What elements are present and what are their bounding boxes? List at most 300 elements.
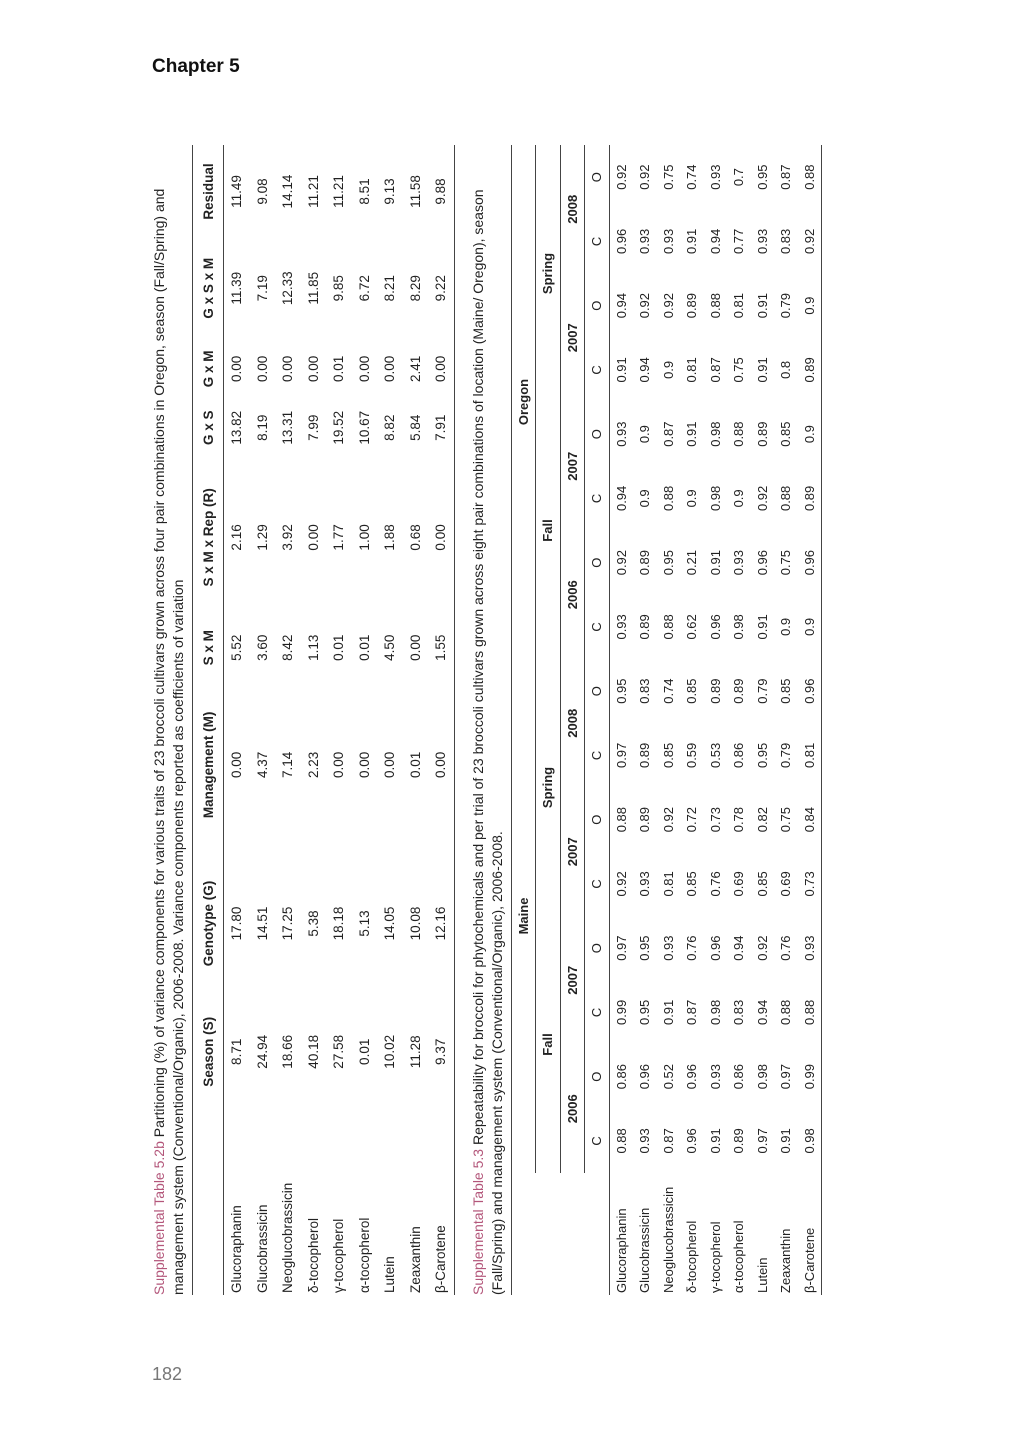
table-cell: 27.58 bbox=[331, 1034, 347, 1069]
table-cell: 2.41 bbox=[407, 355, 423, 382]
table-cell: 0.76 bbox=[684, 935, 700, 961]
table-cell: 7.14 bbox=[280, 751, 296, 778]
table-cell: 0.92 bbox=[637, 292, 653, 319]
row-label: β-Carotene bbox=[428, 1109, 454, 1295]
table-cell: 0.87 bbox=[778, 164, 794, 190]
table-cell: 0.92 bbox=[613, 549, 629, 576]
table-cell: 0.93 bbox=[731, 549, 747, 576]
header-spacer bbox=[560, 1173, 585, 1295]
system-header: O bbox=[585, 659, 610, 723]
system-header: C bbox=[585, 338, 610, 402]
table-cell: 0.96 bbox=[707, 614, 723, 640]
table-cell: 17.80 bbox=[229, 906, 245, 941]
table-cell: 11.85 bbox=[305, 271, 321, 305]
table-row bbox=[377, 145, 403, 1295]
row-label: Zeaxanthin bbox=[407, 1226, 423, 1293]
table-cell: 0.89 bbox=[731, 1128, 747, 1154]
table-cell: 0.81 bbox=[731, 292, 747, 319]
table-cell: 12.16 bbox=[428, 853, 454, 994]
table-cell: 0.53 bbox=[707, 742, 723, 769]
table-cell: 0.79 bbox=[778, 742, 794, 769]
system-header: O bbox=[585, 274, 610, 338]
table-cell: 0.88 bbox=[613, 1128, 629, 1154]
table-cell: 14.51 bbox=[254, 906, 270, 941]
table1-caption-label: Supplemental Table 5.2b bbox=[151, 1141, 167, 1295]
table-cell: 0.00 bbox=[428, 456, 454, 618]
season-header: Fall bbox=[536, 402, 561, 659]
table2-caption-label: Supplemental Table 5.3 bbox=[469, 1148, 486, 1295]
table-cell: 0.75 bbox=[731, 357, 747, 383]
table-cell: 0.91 bbox=[754, 614, 770, 640]
table-cell: 0.89 bbox=[754, 421, 770, 447]
table-cell: 0.75 bbox=[660, 164, 676, 190]
table-cell: 1.29 bbox=[254, 524, 270, 551]
table-cell: 0.91 bbox=[707, 1128, 723, 1154]
table-cell: 7.91 bbox=[428, 399, 454, 456]
system-header: C bbox=[585, 1109, 610, 1173]
table-cell: 9.13 bbox=[382, 178, 398, 205]
table-cell: 0.73 bbox=[707, 806, 723, 833]
row-label: δ-tocopherol bbox=[684, 1220, 700, 1293]
table-cell: 24.94 bbox=[254, 1034, 270, 1069]
table-cell: 0.81 bbox=[660, 871, 676, 897]
table-cell: 0.00 bbox=[280, 355, 296, 382]
table-cell: 0.73 bbox=[798, 852, 822, 916]
chapter-heading: Chapter 5 bbox=[152, 56, 240, 77]
table-cell: 1.13 bbox=[305, 634, 321, 661]
table2-caption-text: Repeatability for broccoli for phytochemicals and per trial of 23 broccoli cultivars grown across eight pair combinations of location (Maine/ Oregon), season (Fall/Spring) and management system (Conventional/Organic), 2006-2008. bbox=[469, 189, 505, 1295]
table-cell: 0.01 bbox=[331, 355, 347, 382]
table-cell: 0.93 bbox=[660, 935, 676, 961]
table-row bbox=[250, 145, 276, 1295]
table-cell: 0.9 bbox=[798, 595, 822, 659]
table-cell: 0.91 bbox=[778, 1128, 794, 1154]
row-label: Glucoraphanin bbox=[229, 1205, 245, 1293]
year-header: 2007 bbox=[560, 916, 585, 1045]
table-cell: 0.89 bbox=[798, 338, 822, 402]
table-cell: 0.8 bbox=[778, 360, 794, 379]
table-cell: 0.89 bbox=[731, 678, 747, 704]
table-cell: 0.9 bbox=[798, 274, 822, 338]
table-cell: 0.98 bbox=[707, 999, 723, 1026]
system-header: O bbox=[585, 402, 610, 466]
table-cell: 0.01 bbox=[356, 1038, 372, 1065]
table-cell: 5.38 bbox=[305, 910, 321, 937]
table-cell: 0.97 bbox=[778, 1063, 794, 1090]
table-cell: 8.19 bbox=[254, 414, 270, 441]
table-cell: 0.82 bbox=[754, 806, 770, 833]
system-header: O bbox=[585, 1045, 610, 1109]
table-cell: 8.71 bbox=[229, 1038, 245, 1065]
table-cell: 17.25 bbox=[280, 906, 296, 941]
table-cell: 0.9 bbox=[660, 360, 676, 379]
table-cell: 0.95 bbox=[754, 164, 770, 190]
table-cell: 0.01 bbox=[331, 634, 347, 661]
table-cell: 8.21 bbox=[382, 275, 398, 302]
table-cell: 13.31 bbox=[280, 410, 296, 445]
table-row bbox=[403, 145, 429, 1295]
table-cell: 4.37 bbox=[254, 751, 270, 778]
table-cell: 0.88 bbox=[613, 806, 629, 833]
table-cell: 0.01 bbox=[356, 634, 372, 661]
table-cell: 0.95 bbox=[613, 678, 629, 704]
table1-column-header: G x S bbox=[193, 399, 224, 456]
table-cell: 0.85 bbox=[660, 742, 676, 769]
table-row bbox=[798, 145, 822, 1295]
table-cell: 0.00 bbox=[254, 355, 270, 382]
table-cell: 0.93 bbox=[637, 228, 653, 255]
table1-column-header: G x M bbox=[193, 338, 224, 399]
table-cell: 0.92 bbox=[613, 164, 629, 190]
table-cell: 0.92 bbox=[754, 485, 770, 512]
table-cell: 0.81 bbox=[798, 723, 822, 787]
table-cell: 0.91 bbox=[684, 228, 700, 255]
table-cell: 5.13 bbox=[356, 910, 372, 937]
table-cell: 8.29 bbox=[407, 275, 423, 302]
table1-column-header: Genotype (G) bbox=[193, 853, 224, 994]
table-cell: 11.49 bbox=[229, 175, 245, 208]
row-label: Glucobrassicin bbox=[637, 1207, 653, 1293]
table-cell: 0.88 bbox=[731, 421, 747, 447]
table-cell: 0.00 bbox=[305, 524, 321, 551]
table-cell: 0.87 bbox=[660, 1128, 676, 1154]
table-cell: 0.76 bbox=[707, 871, 723, 897]
table-cell: 0.95 bbox=[754, 742, 770, 769]
table-cell: 0.98 bbox=[731, 614, 747, 640]
table-row bbox=[275, 145, 301, 1295]
table-cell: 0.21 bbox=[684, 549, 700, 576]
system-header: C bbox=[585, 852, 610, 916]
table-row bbox=[224, 145, 250, 1295]
table-cell: 0.93 bbox=[613, 421, 629, 447]
table-cell: 0.88 bbox=[660, 485, 676, 512]
table-cell: 0.52 bbox=[660, 1063, 676, 1090]
year-header: 2007 bbox=[560, 788, 585, 917]
table-cell: 18.66 bbox=[280, 1034, 296, 1069]
system-header: C bbox=[585, 723, 610, 787]
table-cell: 0.89 bbox=[798, 466, 822, 530]
table-cell: 0.00 bbox=[407, 634, 423, 661]
table-cell: 19.52 bbox=[331, 410, 347, 445]
location-header: Maine bbox=[511, 659, 536, 1173]
table-cell: 0.99 bbox=[798, 1045, 822, 1109]
table-cell: 18.18 bbox=[331, 906, 347, 941]
location-header: Oregon bbox=[511, 145, 536, 659]
table-cell: 0.92 bbox=[637, 164, 653, 190]
variance-components-table bbox=[192, 145, 455, 1295]
table-cell: 0.93 bbox=[613, 614, 629, 640]
table-cell: 0.85 bbox=[684, 678, 700, 704]
table-cell: 0.89 bbox=[707, 678, 723, 704]
table-row bbox=[680, 145, 704, 1295]
table-cell: 0.84 bbox=[798, 788, 822, 852]
row-label: α-tocopherol bbox=[731, 1220, 747, 1293]
rotated-page-content bbox=[150, 135, 862, 1295]
table1-column-header: S x M bbox=[193, 619, 224, 677]
table-cell: 11.28 bbox=[407, 1035, 423, 1069]
row-label: γ-tocopherol bbox=[707, 1221, 723, 1293]
table-row bbox=[352, 145, 378, 1295]
table-cell: 0.85 bbox=[754, 871, 770, 897]
table1-caption-text: Partitioning (%) of variance components for various traits of 23 broccoli cultivars grown across four pair combinations in Oregon, season (Fall/Spring) and management system (Conventional/Organic), 2006-2008. Variance components reported as coefficients of variation bbox=[151, 188, 186, 1295]
table-cell: 0.00 bbox=[382, 355, 398, 382]
header-spacer bbox=[536, 1173, 561, 1295]
table-cell: 0.96 bbox=[798, 659, 822, 723]
table-cell: 0.91 bbox=[754, 292, 770, 319]
table-cell: 9.88 bbox=[428, 145, 454, 238]
table-cell: 0.9 bbox=[731, 489, 747, 508]
table-cell: 9.37 bbox=[428, 994, 454, 1109]
table-cell: 0.97 bbox=[754, 1128, 770, 1154]
table-cell: 0.69 bbox=[731, 871, 747, 897]
table-cell: 1.55 bbox=[428, 619, 454, 677]
table2-header bbox=[511, 145, 609, 1295]
table1-column-header: Residual bbox=[193, 145, 224, 238]
table-cell: 0.00 bbox=[305, 355, 321, 382]
table-cell: 0.87 bbox=[707, 357, 723, 383]
table-cell: 0.9 bbox=[778, 617, 794, 636]
year-header-row bbox=[560, 145, 585, 1295]
table-cell: 0.88 bbox=[660, 614, 676, 640]
table-cell: 0.86 bbox=[613, 1063, 629, 1090]
table-cell: 1.00 bbox=[356, 524, 372, 551]
table-cell: 0.96 bbox=[637, 1063, 653, 1090]
table-cell: 0.93 bbox=[798, 916, 822, 980]
table-cell: 0.88 bbox=[778, 999, 794, 1026]
table-cell: 0.94 bbox=[731, 935, 747, 961]
table-cell: 5.84 bbox=[407, 414, 423, 441]
table-cell: 0.83 bbox=[637, 678, 653, 704]
year-header: 2008 bbox=[560, 145, 585, 274]
table-cell: 0.00 bbox=[229, 355, 245, 382]
table-cell: 0.97 bbox=[613, 742, 629, 769]
table-cell: 4.50 bbox=[382, 634, 398, 661]
table-cell: 0.00 bbox=[428, 677, 454, 853]
table-cell: 0.89 bbox=[637, 614, 653, 640]
table-cell: 0.00 bbox=[331, 751, 347, 778]
table-cell: 0.87 bbox=[684, 999, 700, 1026]
table-cell: 6.72 bbox=[356, 275, 372, 302]
table-cell: 0.91 bbox=[613, 357, 629, 383]
table-cell: 0.93 bbox=[637, 871, 653, 897]
table-cell: 0.96 bbox=[613, 228, 629, 255]
table-row bbox=[428, 145, 454, 1295]
table-cell: 0.92 bbox=[754, 935, 770, 961]
table1-column-header: Season (S) bbox=[193, 994, 224, 1109]
table-cell: 0.96 bbox=[754, 549, 770, 576]
table-cell: 0.93 bbox=[707, 164, 723, 190]
table-cell: 2.16 bbox=[229, 524, 245, 551]
table-cell: 8.42 bbox=[280, 634, 296, 661]
row-label: γ-tocopherol bbox=[331, 1218, 347, 1293]
table-cell: 0.77 bbox=[731, 228, 747, 255]
table-cell: 12.33 bbox=[280, 271, 296, 306]
year-header: 2007 bbox=[560, 402, 585, 531]
table-cell: 0.92 bbox=[660, 806, 676, 833]
table-cell: 0.93 bbox=[707, 1063, 723, 1090]
table-cell: 0.88 bbox=[798, 145, 822, 209]
table-cell: 0.98 bbox=[754, 1063, 770, 1090]
header-spacer bbox=[585, 1173, 610, 1295]
table-cell: 0.85 bbox=[778, 678, 794, 704]
table-cell: 10.02 bbox=[382, 1034, 398, 1069]
table-cell: 14.14 bbox=[280, 174, 296, 209]
table-cell: 8.51 bbox=[356, 178, 372, 205]
location-header-row bbox=[511, 145, 536, 1295]
row-label: Zeaxanthin bbox=[778, 1228, 794, 1293]
table-cell: 0.88 bbox=[707, 292, 723, 319]
table-cell: 13.82 bbox=[229, 410, 245, 445]
system-header: C bbox=[585, 209, 610, 273]
table-cell: 0.95 bbox=[637, 935, 653, 961]
table-cell: 0.75 bbox=[778, 806, 794, 833]
table-cell: 11.21 bbox=[305, 175, 321, 208]
table-row bbox=[657, 145, 681, 1295]
year-header: 2008 bbox=[560, 659, 585, 788]
table-cell: 0.86 bbox=[731, 742, 747, 769]
table2-caption bbox=[469, 135, 507, 1295]
system-header: C bbox=[585, 595, 610, 659]
table-cell: 1.88 bbox=[382, 524, 398, 551]
table-cell: 0.91 bbox=[660, 999, 676, 1026]
table-cell: 8.82 bbox=[382, 414, 398, 441]
table-cell: 0.83 bbox=[731, 999, 747, 1026]
row-label: Lutein bbox=[382, 1256, 398, 1293]
table-cell: 0.9 bbox=[637, 425, 653, 444]
table-cell: 0.96 bbox=[798, 531, 822, 595]
table1-caption bbox=[150, 135, 188, 1295]
season-header: Fall bbox=[536, 916, 561, 1173]
table-cell: 0.68 bbox=[407, 524, 423, 551]
table-cell: 11.39 bbox=[229, 271, 245, 305]
table1-header-row bbox=[193, 145, 224, 1295]
year-header: 2007 bbox=[560, 274, 585, 403]
table-cell: 0.79 bbox=[754, 678, 770, 704]
table-cell: 40.18 bbox=[305, 1034, 321, 1069]
system-header: O bbox=[585, 145, 610, 209]
table-cell: 0.89 bbox=[637, 549, 653, 576]
table-cell: 7.19 bbox=[254, 275, 270, 302]
table-cell: 0.00 bbox=[428, 338, 454, 399]
table-cell: 0.75 bbox=[778, 549, 794, 576]
table-cell: 0.98 bbox=[798, 1109, 822, 1173]
table-cell: 0.96 bbox=[684, 1128, 700, 1154]
table1-column-header bbox=[193, 1109, 224, 1295]
table-cell: 0.94 bbox=[613, 292, 629, 319]
table-cell: 0.86 bbox=[731, 1063, 747, 1090]
row-label: δ-tocopherol bbox=[305, 1217, 321, 1293]
table-cell: 0.83 bbox=[778, 228, 794, 255]
table-cell: 0.00 bbox=[356, 751, 372, 778]
season-header: Spring bbox=[536, 659, 561, 916]
table1-body bbox=[224, 145, 455, 1295]
table-cell: 0.88 bbox=[798, 980, 822, 1044]
table-cell: 0.99 bbox=[613, 999, 629, 1026]
page-number: 182 bbox=[152, 1364, 183, 1384]
table-cell: 0.00 bbox=[382, 751, 398, 778]
table-row bbox=[609, 145, 633, 1295]
table-cell: 0.01 bbox=[407, 751, 423, 778]
table-cell: 0.98 bbox=[707, 485, 723, 512]
table-cell: 9.22 bbox=[428, 238, 454, 338]
table-cell: 0.89 bbox=[637, 806, 653, 833]
table-cell: 0.62 bbox=[684, 614, 700, 640]
table-row bbox=[633, 145, 657, 1295]
table-cell: 0.92 bbox=[798, 209, 822, 273]
table-cell: 0.00 bbox=[229, 751, 245, 778]
table-cell: 0.94 bbox=[637, 357, 653, 383]
row-label: α-tocopherol bbox=[356, 1217, 372, 1293]
table1-column-header: S x M x Rep (R) bbox=[193, 456, 224, 618]
row-label: Glucoraphanin bbox=[613, 1208, 629, 1293]
table-cell: 11.58 bbox=[407, 175, 423, 208]
row-label: β-Carotene bbox=[798, 1173, 822, 1295]
table-cell: 0.85 bbox=[684, 871, 700, 897]
year-header: 2006 bbox=[560, 1045, 585, 1174]
table-cell: 0.88 bbox=[778, 485, 794, 512]
table-cell: 11.21 bbox=[331, 175, 347, 208]
row-label: Neoglucobrassicin bbox=[280, 1182, 296, 1293]
season-header-row bbox=[536, 145, 561, 1295]
table-cell: 0.87 bbox=[660, 421, 676, 447]
table-cell: 0.96 bbox=[684, 1063, 700, 1090]
table-cell: 0.97 bbox=[613, 935, 629, 961]
table-cell: 0.89 bbox=[637, 742, 653, 769]
table-row bbox=[301, 145, 327, 1295]
system-header: C bbox=[585, 466, 610, 530]
table-cell: 0.95 bbox=[637, 999, 653, 1026]
table-row bbox=[326, 145, 352, 1295]
system-header-row bbox=[585, 145, 610, 1295]
table-cell: 0.76 bbox=[778, 935, 794, 961]
system-header: O bbox=[585, 531, 610, 595]
table-cell: 0.85 bbox=[778, 421, 794, 447]
table-cell: 0.78 bbox=[731, 806, 747, 833]
table-cell: 0.74 bbox=[684, 164, 700, 190]
system-header: O bbox=[585, 916, 610, 980]
table-cell: 10.67 bbox=[356, 410, 372, 445]
table-cell: 0.94 bbox=[754, 999, 770, 1026]
table-cell: 0.98 bbox=[707, 421, 723, 447]
table-cell: 0.9 bbox=[637, 489, 653, 508]
table-cell: 0.79 bbox=[778, 292, 794, 319]
table-cell: 0.93 bbox=[660, 228, 676, 255]
table-cell: 0.74 bbox=[660, 678, 676, 704]
table-cell: 10.08 bbox=[407, 906, 423, 941]
table-cell: 0.81 bbox=[684, 357, 700, 383]
table-row bbox=[774, 145, 798, 1295]
table-cell: 0.91 bbox=[684, 421, 700, 447]
row-label: Neoglucobrassicin bbox=[660, 1186, 676, 1293]
table1-column-header: Management (M) bbox=[193, 677, 224, 853]
table-cell: 7.99 bbox=[305, 414, 321, 441]
table-cell: 9.08 bbox=[254, 178, 270, 205]
table-cell: 0.95 bbox=[660, 549, 676, 576]
row-label: Lutein bbox=[754, 1257, 770, 1293]
header-spacer bbox=[511, 1173, 536, 1295]
table-cell: 0.91 bbox=[707, 549, 723, 576]
table-cell: 0.93 bbox=[754, 228, 770, 255]
table-cell: 9.85 bbox=[331, 275, 347, 302]
table-cell: 0.92 bbox=[613, 871, 629, 897]
table-cell: 0.96 bbox=[707, 935, 723, 961]
table-cell: 0.59 bbox=[684, 742, 700, 769]
table-cell: 0.9 bbox=[798, 402, 822, 466]
table-cell: 0.91 bbox=[754, 357, 770, 383]
table-row bbox=[751, 145, 775, 1295]
system-header: C bbox=[585, 980, 610, 1044]
table2-body bbox=[609, 145, 822, 1295]
